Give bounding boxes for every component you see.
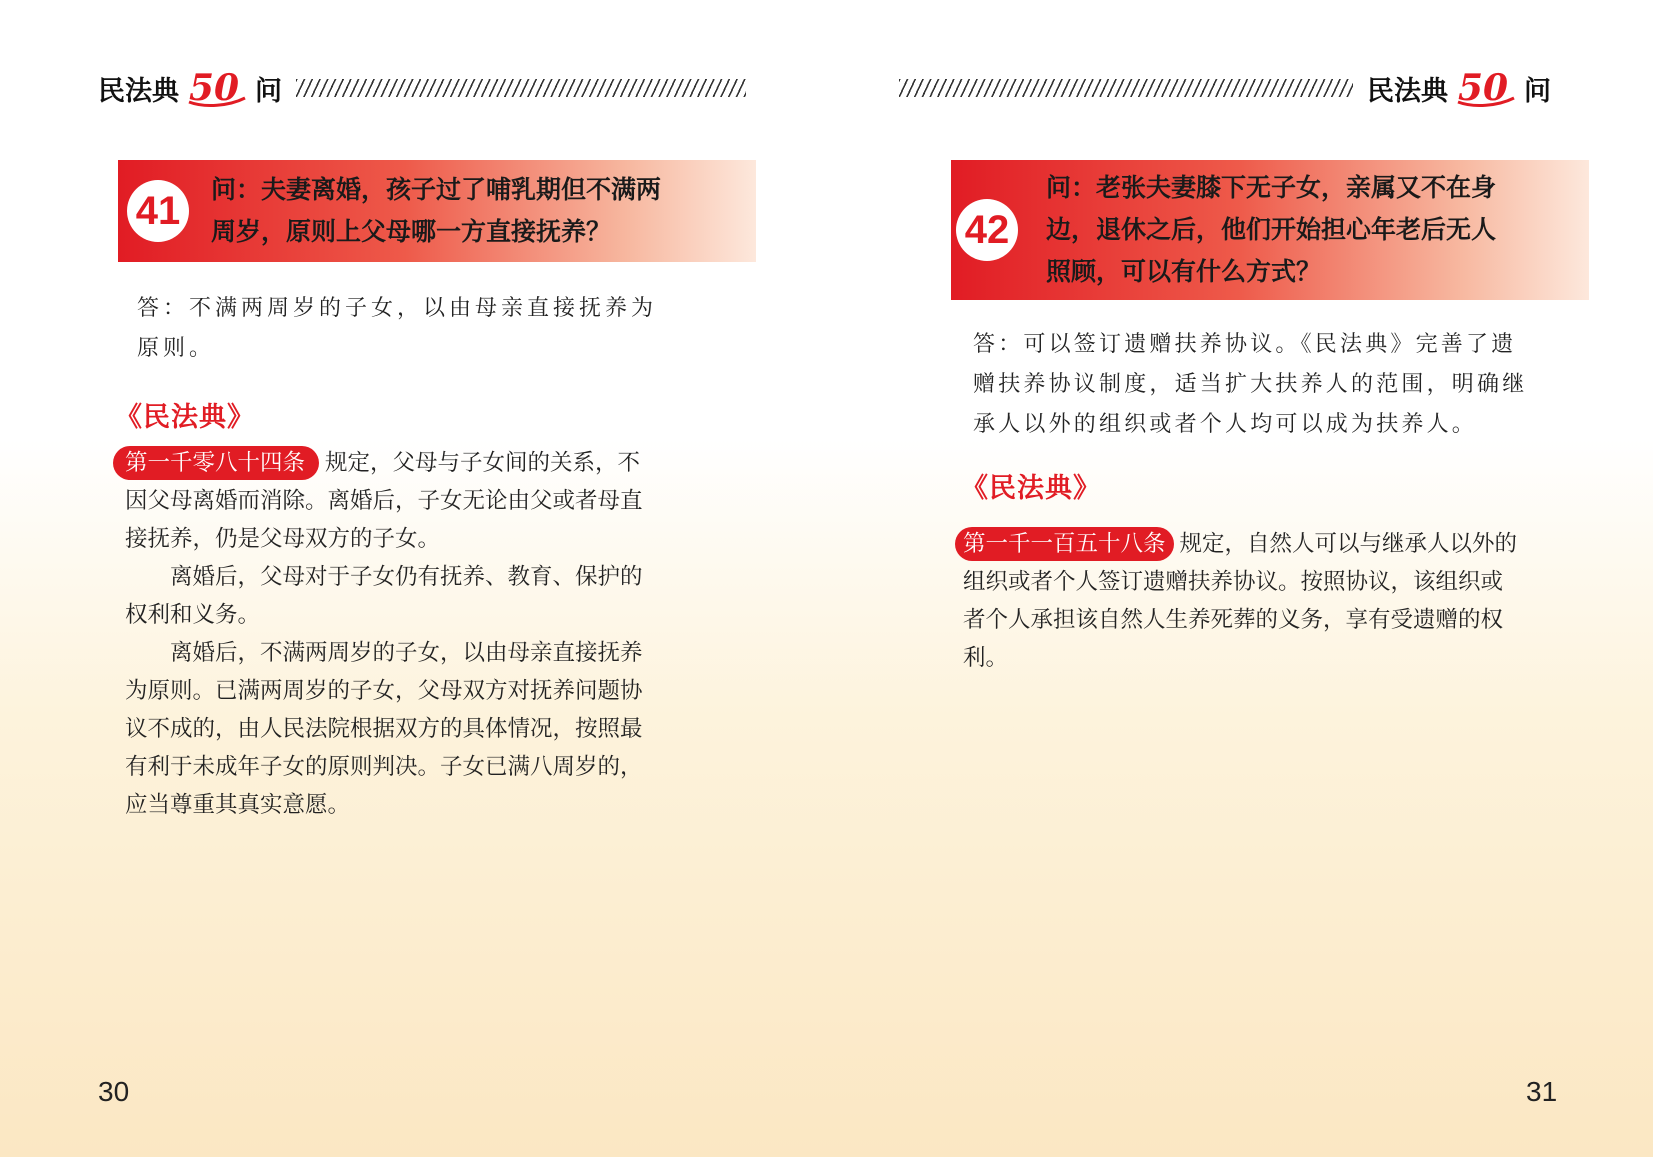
brand-logo [1367, 68, 1551, 108]
brand-text-before: 民法典 [98, 75, 179, 107]
article-text: 第一千一百五十八条 规定，自然人可以与继承人以外的 组织或者个人签订遗赠扶养协议。按照协议，该组织或 者个人承担该自然人生养死葬的义务，享有受遗赠的权 利。 [955, 525, 1565, 677]
svg-text:50: 50 [189, 68, 240, 108]
right-header [899, 66, 1551, 110]
header-hatch-rule [899, 79, 1353, 97]
right-page [827, 0, 1653, 1157]
question-text: 问：夫妻离婚，孩子过了哺乳期但不满两 周岁，原则上父母哪一方直接抚养？ [211, 175, 662, 246]
article-text: 第一千零八十四条 规定，父母与子女间的关系，不 因父母离婚而消除。离婚后，子女无论由父或者母直 接抚养，仍是父母双方的子女。 离婚后，父母对于子女仍有抚养、教育、保护的 权利和义务。 离婚后，不满两周岁的子女，以由母亲直接抚养 为原则。已满两周岁的子女，父母双方对抚养问题协 议不成的，由人民法院根据双方的具体情况，按照最 有利于未成年子女的原则判决。子女已满八周岁的， 应当尊重其真实意愿。 [113, 444, 713, 824]
article-badge: 第一千零八十四条 [113, 446, 319, 480]
law-title: 《民法典》 [115, 402, 255, 433]
question-bar-42 [951, 160, 1589, 300]
fifty-logo-icon [185, 68, 249, 108]
question-bar-41 [118, 160, 756, 262]
answer-text: 答：不满两周岁的子女，以由母亲直接抚养为 原则。 [137, 296, 658, 361]
brand-logo [98, 68, 282, 108]
left-header [98, 66, 746, 110]
law-title: 《民法典》 [961, 473, 1101, 504]
svg-text:50: 50 [1458, 68, 1509, 108]
question-number-badge: 42 [956, 199, 1018, 261]
brand-text-after: 问 [1524, 75, 1551, 107]
answer-text: 答：可以签订遗赠扶养协议。《民法典》完善了遗 赠扶养协议制度，适当扩大扶养人的范围，明确继 承人以外的组织或者个人均可以成为扶养人。 [973, 332, 1528, 437]
question-number-badge: 41 [127, 180, 189, 242]
page-number: 31 [1526, 1076, 1558, 1107]
header-hatch-rule [296, 79, 746, 97]
left-page [0, 0, 826, 1157]
question-text: 问：老张夫妻膝下无子女，亲属又不在身 边，退休之后，他们开始担心年老后无人 照顾，可以有什么方式？ [1046, 173, 1497, 286]
fifty-logo-icon [1454, 68, 1518, 108]
page-number: 30 [98, 1076, 130, 1107]
article-badge: 第一千一百五十八条 [955, 527, 1174, 561]
brand-text-before: 民法典 [1367, 75, 1448, 107]
brand-text-after: 问 [255, 75, 282, 107]
